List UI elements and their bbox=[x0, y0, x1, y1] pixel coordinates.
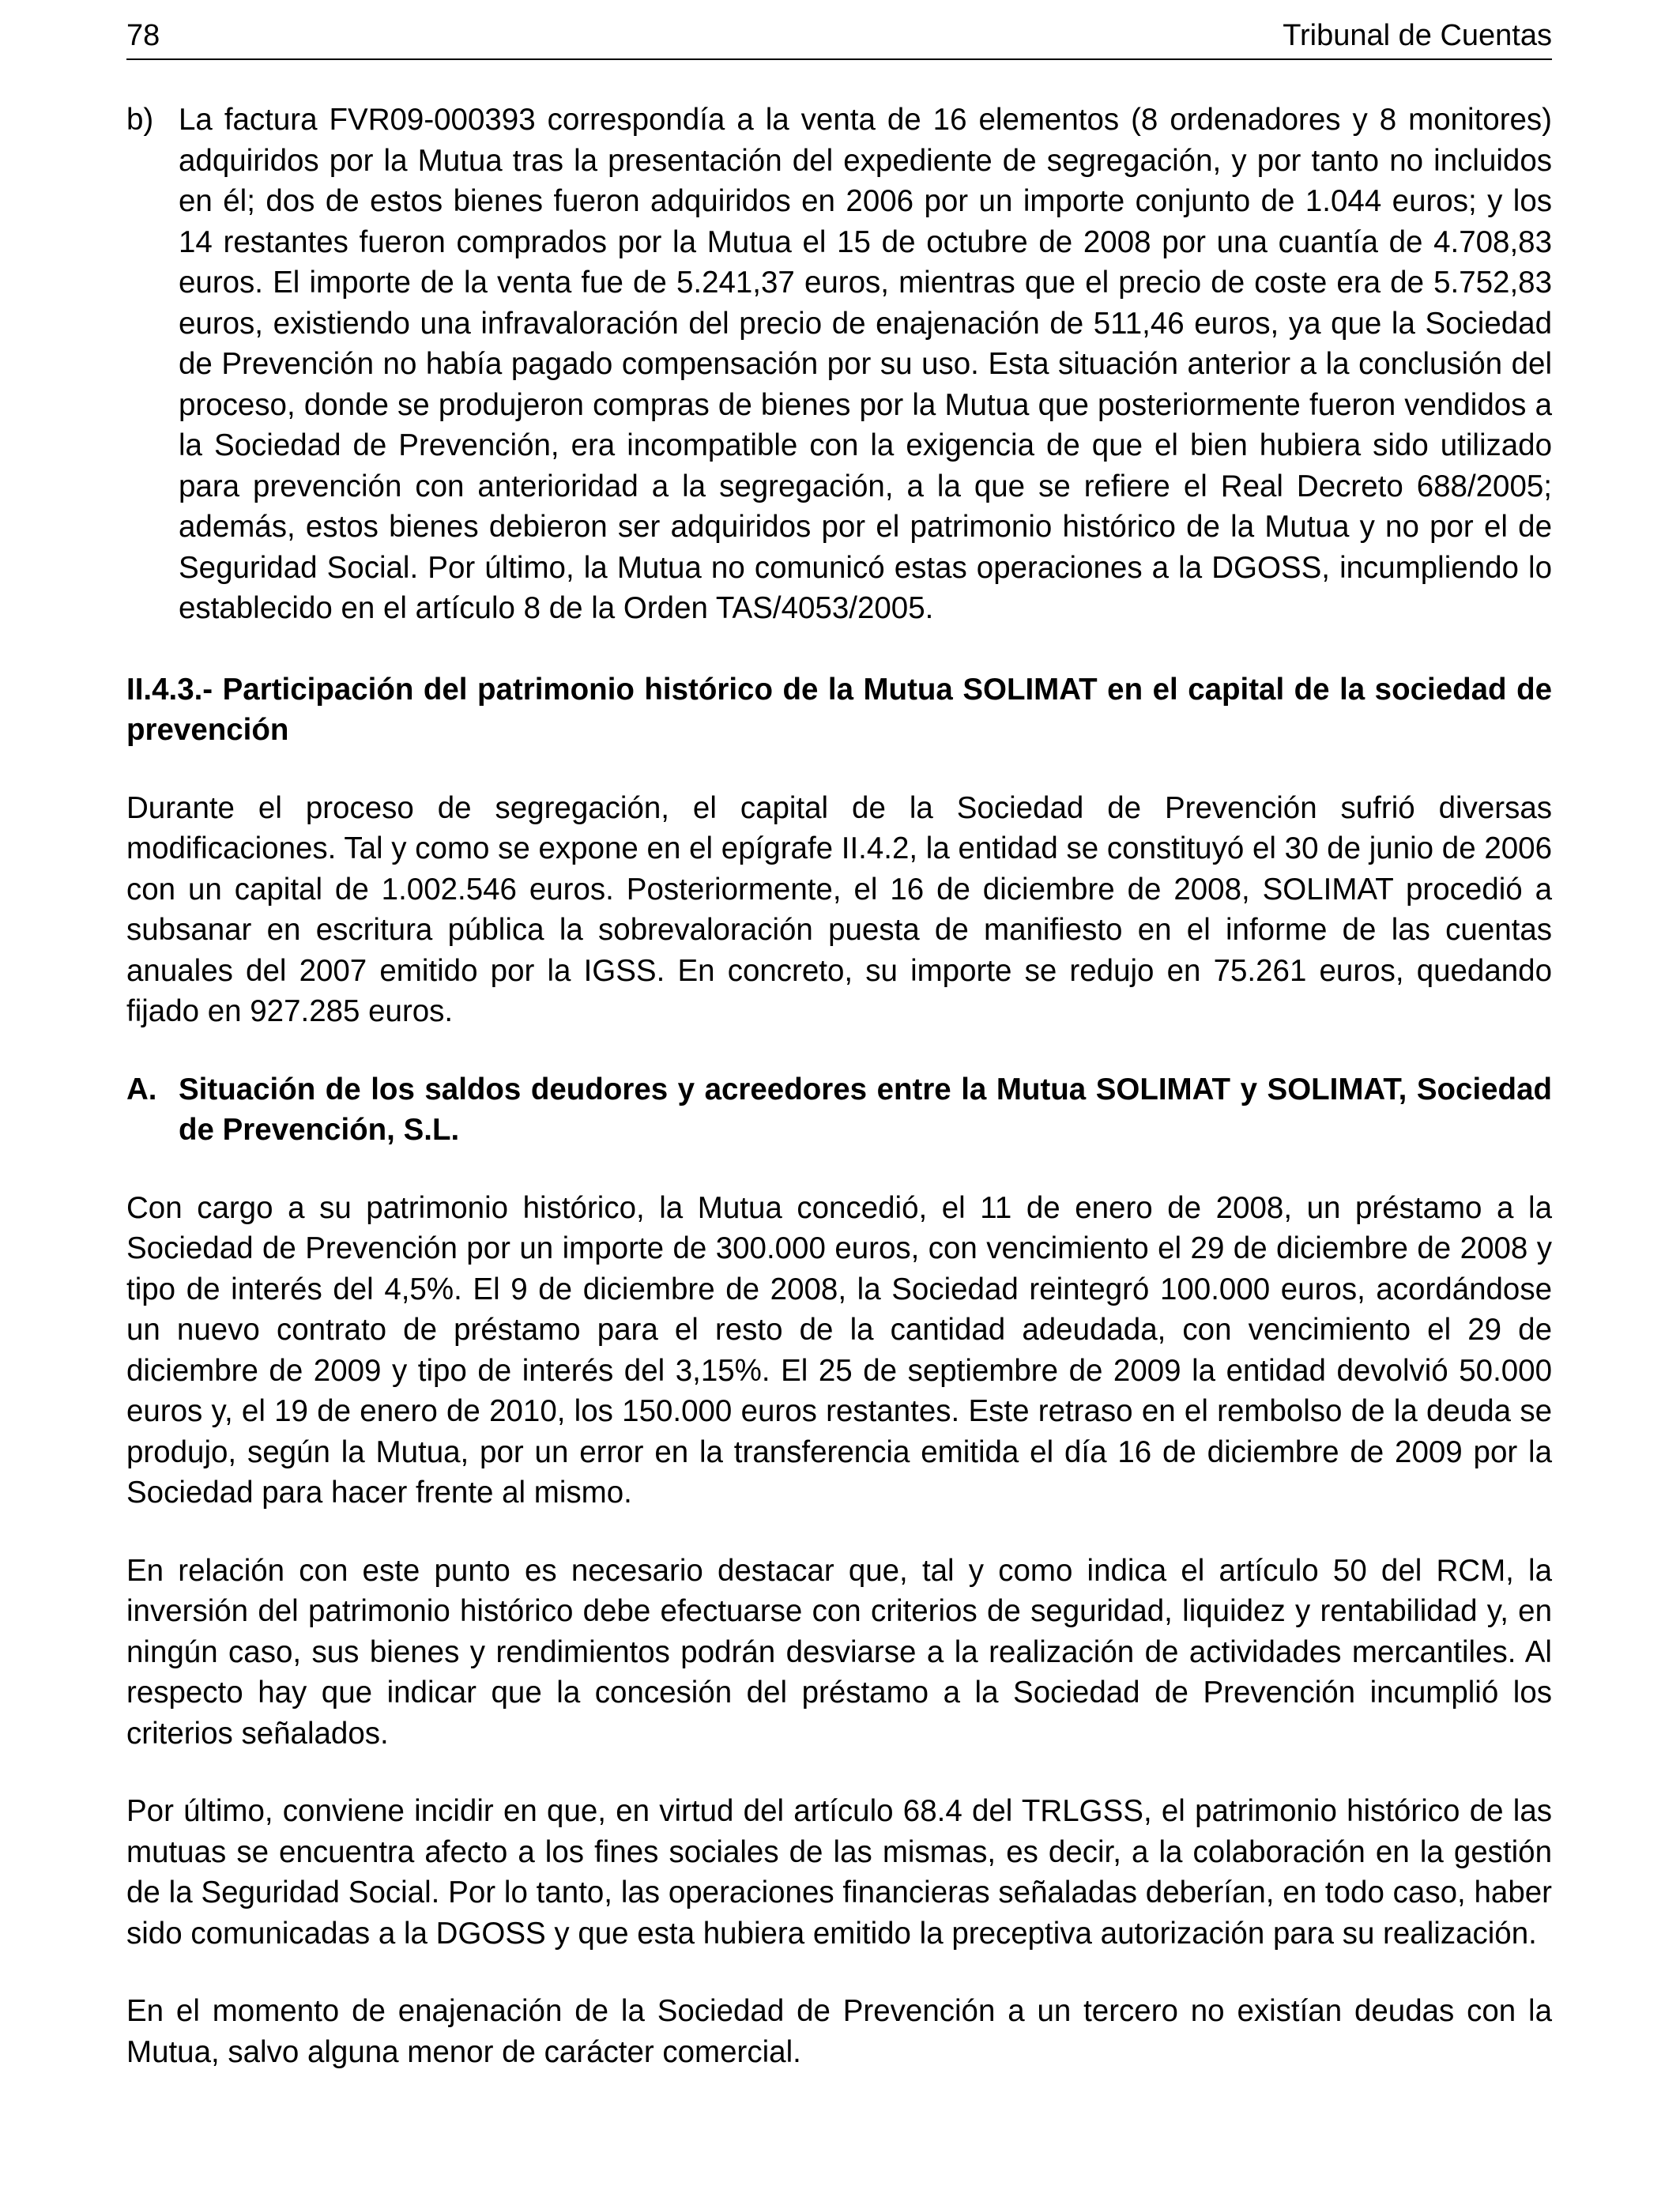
subsection-marker: A. bbox=[126, 1072, 157, 1106]
paragraph: Con cargo a su patrimonio histórico, la Mutua concedió, el 11 de enero de 2008, un préstamo a la Sociedad de Prevención por un importe de 300.000 euros, con vencimiento el 29 de diciembre de 2008 y tipo de interés del 4,5%. El 9 de diciembre de 2008, la Sociedad reintegró 100.000 euros, acordándose un nuevo contrato de préstamo para el resto de la cantidad adeudada, con vencimiento el 29 de diciembre de 2009 y tipo de interés del 3,15%. El 25 de septiembre de 2009 la entidad devolvió 50.000 euros y, el 19 de enero de 2010, los 150.000 euros restantes. Este retraso en el rembolso de la deuda se produjo, según la Mutua, por un error en la transferencia emitida el día 16 de diciembre de 2009 por la Sociedad para hacer frente al mismo. bbox=[126, 1190, 1552, 1510]
paragraph: En relación con este punto es necesario destacar que, tal y como indica el artículo 50 del RCM, la inversión del patrimonio histórico debe efectuarse con criterios de seguridad, liquidez y rentabilidad y, en ningún caso, sus bienes y rendimientos podrán desviarse a la realización de actividades mercantiles. Al respecto hay que indicar que la concesión del préstamo a la Sociedad de Prevención incumplió los criterios señalados. bbox=[126, 1553, 1552, 1751]
page-header bbox=[126, 17, 1552, 60]
page-number: 78 bbox=[126, 19, 160, 52]
list-item-text: La factura FVR09-000393 correspondía a la venta de 16 elementos (8 ordenadores y 8 monitores) adquiridos por la Mutua tras la presentación del expediente de segregación, y por tanto no incluidos en él; dos de estos bienes fueron adquiridos en 2006 por un importe conjunto de 1.044 euros; y los 14 restantes fueron comprados por la Mutua el 15 de octubre de 2008 por una cuantía de 4.708,83 euros. El importe de la venta fue de 5.241,37 euros, mientras que el precio de coste era de 5.752,83 euros, existiendo una infravaloración del precio de enajenación de 511,46 euros, ya que la Sociedad de Prevención no había pagado compensación por su uso. Esta situación anterior a la conclusión del proceso, donde se produjeron compras de bienes por la Mutua que posteriormente fueron vendidos a la Sociedad de Prevención, era incompatible con la exigencia de que el bien hubiera sido utilizado para prevención con anterioridad a la segregación, a la que se refiere el Real Decreto 688/2005; además, estos bienes debieron ser adquiridos por el patrimonio histórico de la Mutua y no por el de Seguridad Social. Por último, la Mutua no comunicó estas operaciones a la DGOSS, incumpliendo lo establecido en el artículo 8 de la Orden TAS/4053/2005. bbox=[179, 103, 1552, 625]
publication-name: Tribunal de Cuentas bbox=[1283, 19, 1552, 52]
paragraph: En el momento de enajenación de la Sociedad de Prevención a un tercero no existían deudas con la Mutua, salvo alguna menor de carácter comercial. bbox=[126, 1994, 1552, 2069]
list-marker: b) bbox=[126, 103, 154, 137]
list-item-b bbox=[126, 100, 1552, 629]
section-heading-ii-4-3: II.4.3.- Participación del patrimonio histórico de la Mutua SOLIMAT en el capital de la sociedad de prevención bbox=[126, 672, 1552, 747]
page-body bbox=[126, 100, 1552, 2072]
subsection-heading-a bbox=[126, 1069, 1552, 1151]
paragraph: Por último, conviene incidir en que, en virtud del artículo 68.4 del TRLGSS, el patrimonio histórico de las mutuas se encuentra afecto a los fines sociales de las mismas, es decir, a la colaboración en la gestión de la Seguridad Social. Por lo tanto, las operaciones financieras señaladas deberían, en todo caso, haber sido comunicadas a la DGOSS y que esta hubiera emitido la preceptiva autorización para su realización. bbox=[126, 1794, 1552, 1951]
subsection-heading-text: Situación de los saldos deudores y acreedores entre la Mutua SOLIMAT y SOLIMAT, Sociedad de Prevención, S.L. bbox=[179, 1072, 1552, 1147]
section-paragraph: Durante el proceso de segregación, el capital de la Sociedad de Prevención sufrió diversas modificaciones. Tal y como se expone en el epígrafe II.4.2, la entidad se constituyó el 30 de junio de 2006 con un capital de 1.002.546 euros. Posteriormente, el 16 de diciembre de 2008, SOLIMAT procedió a subsanar en escritura pública la sobrevaloración puesta de manifiesto en el informe de las cuentas anuales del 2007 emitido por la IGSS. En concreto, su importe se redujo en 75.261 euros, quedando fijado en 927.285 euros. bbox=[126, 790, 1552, 1028]
